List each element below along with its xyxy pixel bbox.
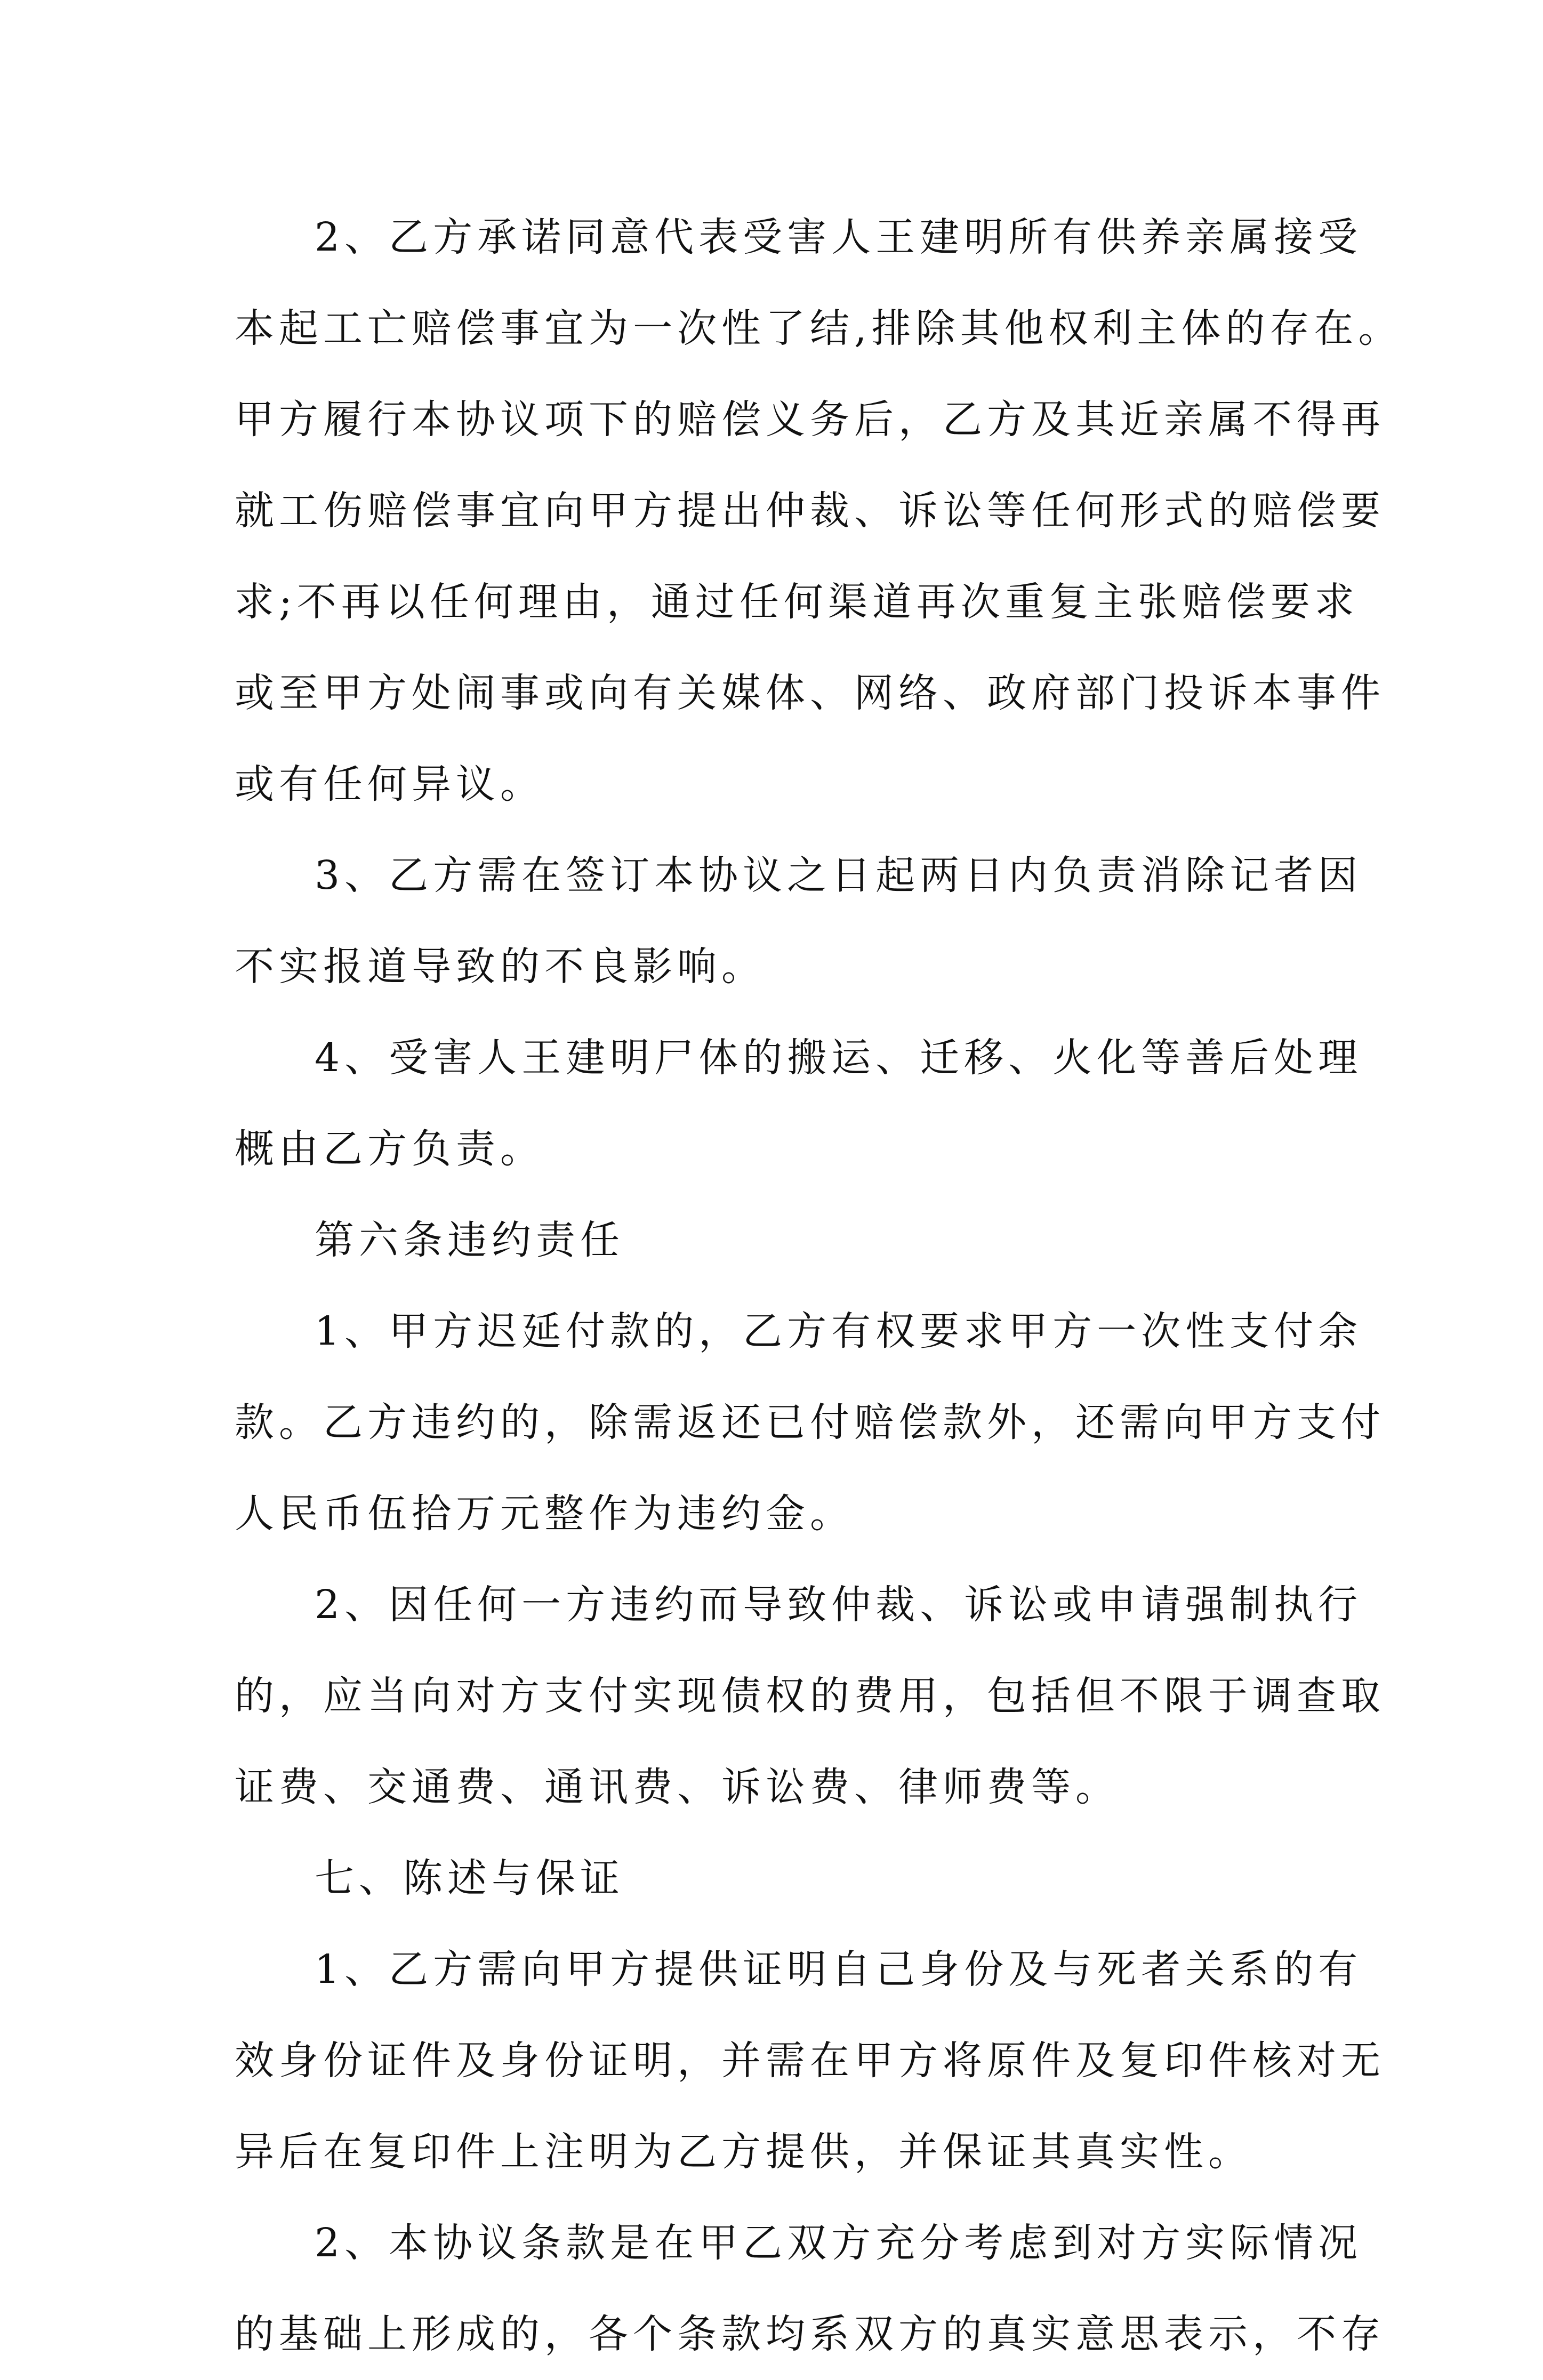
paragraph-line: 求;不再以任何理由，通过任何渠道再次重复主张赔偿要求 bbox=[235, 579, 1359, 625]
paragraph-line: 证费、交通费、通讯费、诉讼费、律师费等。 bbox=[235, 1764, 1120, 1810]
paragraph-line: 1、甲方迟延付款的，乙方有权要求甲方一次性支付余 bbox=[315, 1308, 1363, 1354]
paragraph-line: 的基础上形成的，各个条款均系双方的真实意思表示，不存 bbox=[235, 2311, 1385, 2357]
paragraph-line: 人民币伍拾万元整作为违约金。 bbox=[235, 1491, 854, 1537]
paragraph-line: 不实报道导致的不良影响。 bbox=[235, 944, 766, 990]
paragraph-line: 异后在复印件上注明为乙方提供，并保证其真实性。 bbox=[235, 2129, 1252, 2175]
paragraph-line: 效身份证件及身份证明，并需在甲方将原件及复印件核对无 bbox=[235, 2038, 1385, 2084]
paragraph-line: 甲方履行本协议项下的赔偿义务后，乙方及其近亲属不得再 bbox=[235, 397, 1385, 443]
section-heading: 七、陈述与保证 bbox=[315, 1855, 624, 1901]
paragraph-line: 款。乙方违约的，除需返还已付赔偿款外，还需向甲方支付 bbox=[235, 1400, 1385, 1445]
paragraph-line: 4、受害人王建明尸体的搬运、迁移、火化等善后处理 bbox=[315, 1035, 1363, 1081]
document-body bbox=[235, 192, 1403, 2380]
paragraph-line: 2、乙方承诺同意代表受害人王建明所有供养亲属接受 bbox=[315, 214, 1363, 260]
section-heading: 第六条违约责任 bbox=[315, 1217, 624, 1263]
paragraph-line: 或有任何异议。 bbox=[235, 761, 544, 807]
paragraph-line: 本起工亡赔偿事宜为一次性了结,排除其他权利主体的存在。 bbox=[235, 305, 1403, 351]
paragraph-line: 或至甲方处闹事或向有关媒体、网络、政府部门投诉本事件 bbox=[235, 670, 1385, 716]
paragraph-line: 的，应当向对方支付实现债权的费用，包括但不限于调查取 bbox=[235, 1673, 1385, 1719]
paragraph-line: 3、乙方需在签订本协议之日起两日内负责消除记者因 bbox=[315, 853, 1363, 898]
paragraph-line: 2、因任何一方违约而导致仲裁、诉讼或申请强制执行 bbox=[315, 1582, 1363, 1628]
paragraph-line: 2、本协议条款是在甲乙双方充分考虑到对方实际情况 bbox=[315, 2220, 1363, 2266]
paragraph-line: 1、乙方需向甲方提供证明自己身份及与死者关系的有 bbox=[315, 1947, 1363, 1992]
paragraph-line: 概由乙方负责。 bbox=[235, 1126, 544, 1172]
paragraph-line: 就工伤赔偿事宜向甲方提出仲裁、诉讼等任何形式的赔偿要 bbox=[235, 488, 1385, 534]
